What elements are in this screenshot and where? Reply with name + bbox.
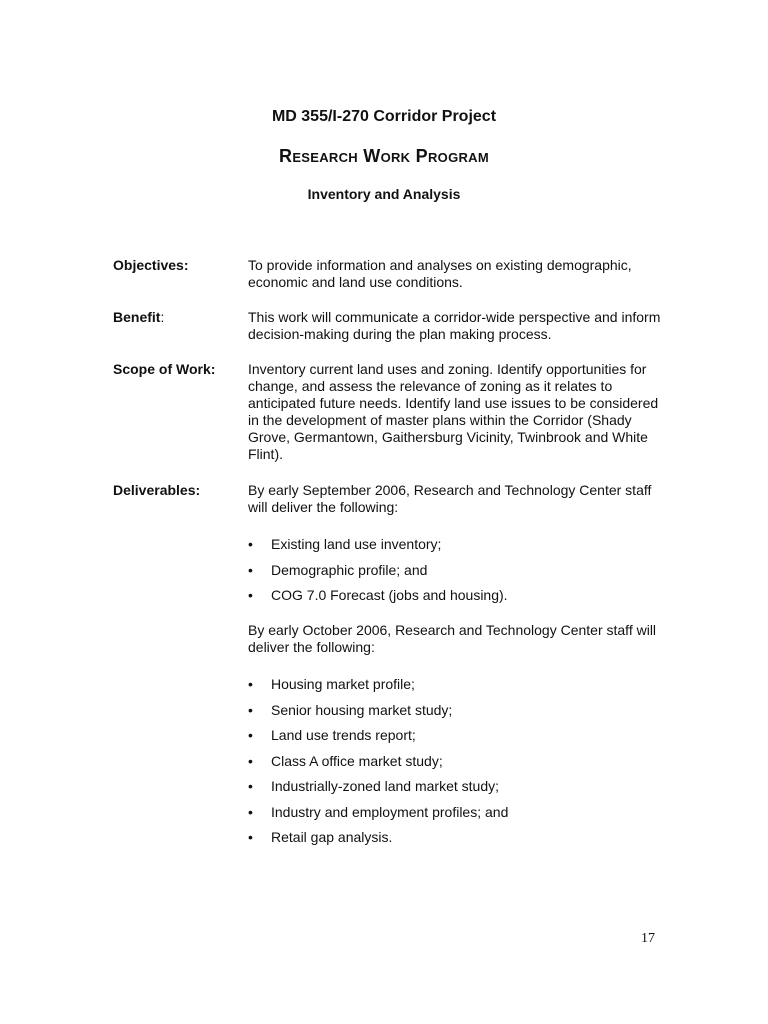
list-item [248, 727, 668, 753]
list-item [248, 536, 668, 562]
bullet-icon: • [248, 803, 253, 820]
list-item-text: Housing market profile; [271, 676, 415, 692]
objectives-label: Objectives: [113, 257, 189, 273]
list-item [248, 676, 668, 702]
list-item [248, 587, 668, 613]
october-deliverables-list [248, 676, 668, 855]
list-item-text: Industrially-zoned land market study; [271, 778, 499, 794]
list-item-text: Land use trends report; [271, 727, 416, 743]
bullet-icon: • [248, 561, 253, 578]
list-item-text: Senior housing market study; [271, 701, 453, 718]
bullet-icon: • [248, 778, 253, 794]
list-item [248, 753, 668, 779]
list-item-text: Class A office market study; [271, 752, 443, 769]
benefit-label-text: Benefit [113, 309, 161, 325]
benefit-label-colon: : [160, 309, 165, 325]
list-item [248, 829, 668, 855]
program-title: Research Work Program [279, 146, 489, 166]
deliverables-intro-september: By early September 2006, Research and Technology Center staff will deliver the following: [248, 482, 652, 515]
bullet-icon: • [248, 701, 253, 718]
bullet-icon: • [248, 676, 253, 692]
deliverables-intro-october: By early October 2006, Research and Technology Center staff will deliver the following: [248, 622, 657, 655]
bullet-icon: • [248, 752, 253, 769]
list-item [248, 702, 668, 728]
bullet-icon: • [248, 727, 253, 743]
benefit-text: This work will communicate a corridor-wide perspective and inform decision-making during the plan making process. [248, 309, 661, 342]
list-item [248, 778, 668, 804]
bullet-icon: • [248, 587, 253, 603]
september-deliverables-list [248, 536, 668, 613]
document-title: MD 355/I-270 Corridor Project [271, 108, 497, 125]
section-heading: Inventory and Analysis [307, 186, 461, 202]
page-number: 17 [641, 931, 655, 946]
list-item [248, 804, 668, 830]
deliverables-label: Deliverables: [113, 482, 201, 498]
list-item [248, 562, 668, 588]
list-item-text: Existing land use inventory; [271, 536, 442, 552]
list-item-text: Demographic profile; and [271, 561, 428, 578]
scope-label: Scope of Work: [113, 361, 216, 377]
list-item-text: COG 7.0 Forecast (jobs and housing). [271, 587, 508, 603]
list-item-text: Retail gap analysis. [271, 829, 393, 845]
objectives-text: To provide information and analyses on existing demographic, economic and land use conditions. [248, 257, 632, 290]
bullet-icon: • [248, 829, 253, 845]
scope-text: Inventory current land uses and zoning. Identify opportunities for change, and assess the relevance of zoning as it relates to anticipated future needs. Identify land use issues to be considered in the development of master plans within the Corridor (Shady Grove, Germantown, Gaithersburg Vicinity, Twinbrook and White Flint). [248, 361, 659, 462]
list-item-text: Industry and employment profiles; and [271, 803, 509, 820]
benefit-label [113, 309, 164, 326]
bullet-icon: • [248, 536, 253, 552]
